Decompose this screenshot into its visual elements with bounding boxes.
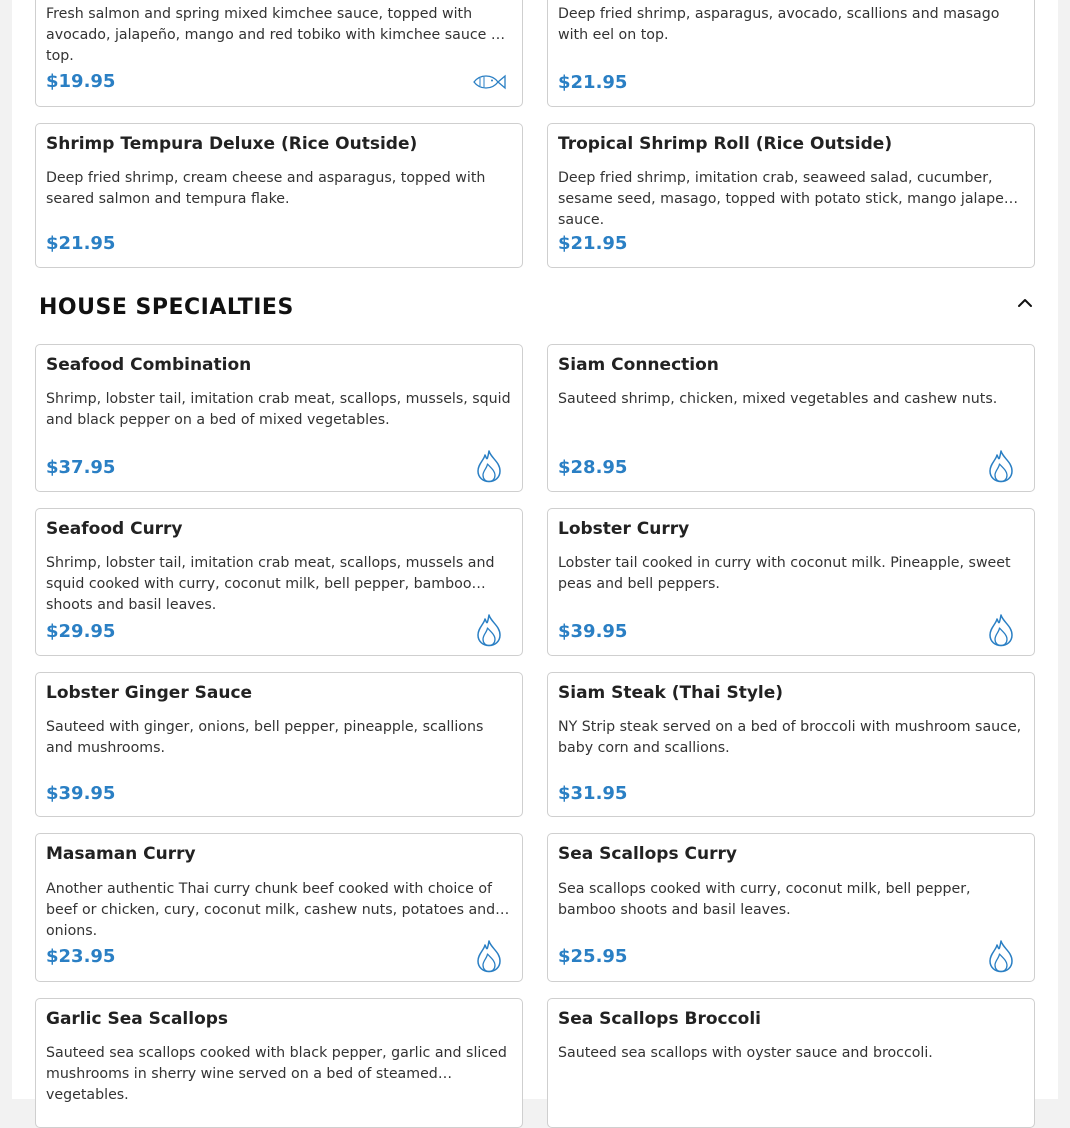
- item-price: $29.95: [46, 621, 116, 642]
- item-name: Lobster Ginger Sauce: [46, 683, 253, 703]
- item-price: $31.95: [558, 783, 628, 804]
- menu-item-card[interactable]: [35, 344, 523, 492]
- item-description: Deep fried shrimp, imitation crab, seaweed salad, cucumber, sesame seed, masago, topped with potato stick, mango jalapeño sauce.: [558, 170, 1022, 228]
- item-name: Shrimp Tempura Deluxe (Rice Outside): [46, 134, 418, 154]
- spicy-flame-icon: [472, 449, 506, 483]
- menu-item-card[interactable]: [35, 998, 523, 1128]
- item-description: Shrimp, lobster tail, imitation crab meat, scallops, mussels, squid and black pepper on a bed of mixed vegetables.: [46, 391, 511, 428]
- menu-item-card[interactable]: [547, 508, 1035, 656]
- spicy-flame-icon: [984, 449, 1018, 483]
- menu-item-card[interactable]: [35, 0, 523, 107]
- item-description: Sauteed sea scallops with oyster sauce and broccoli.: [558, 1045, 933, 1061]
- item-description: Sauteed with ginger, onions, bell pepper, pineapple, scallions and mushrooms.: [46, 719, 484, 756]
- item-name: Masaman Curry: [46, 844, 196, 864]
- item-description: Sauteed sea scallops cooked with black pepper, garlic and sliced mushrooms in sherry wine served on a bed of steamed vegetables.: [46, 1045, 507, 1103]
- section-title: HOUSE SPECIALTIES: [39, 295, 294, 320]
- item-name: Garlic Sea Scallops: [46, 1009, 229, 1029]
- item-price: $25.95: [558, 946, 628, 967]
- item-price: $23.95: [46, 946, 116, 967]
- item-name: Tropical Shrimp Roll (Rice Outside): [558, 134, 893, 154]
- item-name: Sea Scallops Broccoli: [558, 1009, 762, 1029]
- menu-item-card[interactable]: [35, 123, 523, 268]
- menu-item-card[interactable]: [547, 998, 1035, 1128]
- item-name: Siam Connection: [558, 355, 719, 375]
- menu-item-card[interactable]: [35, 672, 523, 817]
- menu-item-card[interactable]: [35, 833, 523, 982]
- chevron-up-icon[interactable]: [1014, 292, 1036, 314]
- menu-item-card[interactable]: [547, 672, 1035, 817]
- item-name: Lobster Curry: [558, 519, 690, 539]
- item-description: Shrimp, lobster tail, imitation crab meat, scallops, mussels and squid cooked with curry, coconut milk, bell pepper, bamboo shoots and basil leaves.: [46, 555, 495, 613]
- item-price: $19.95: [46, 71, 116, 92]
- item-name: Sea Scallops Curry: [558, 844, 737, 864]
- menu-item-card[interactable]: [547, 0, 1035, 107]
- item-name: Seafood Combination: [46, 355, 252, 375]
- item-price: $37.95: [46, 457, 116, 478]
- menu-item-card[interactable]: [547, 123, 1035, 268]
- item-description: Another authentic Thai curry chunk beef cooked with choice of beef or chicken, cury, coconut milk, cashew nuts, potatoes and onions.: [46, 881, 496, 939]
- item-price: $21.95: [46, 233, 116, 254]
- spicy-flame-icon: [984, 939, 1018, 973]
- item-description: Deep fried shrimp, cream cheese and asparagus, topped with seared salmon and tempura flake.: [46, 170, 486, 207]
- item-price: $21.95: [558, 72, 628, 93]
- item-name: Siam Steak (Thai Style): [558, 683, 784, 703]
- menu-item-card[interactable]: [547, 833, 1035, 982]
- item-description: Lobster tail cooked in curry with coconut milk. Pineapple, sweet peas and bell peppers.: [558, 555, 1011, 592]
- item-description: Sauteed shrimp, chicken, mixed vegetables and cashew nuts.: [558, 391, 998, 407]
- item-price: $28.95: [558, 457, 628, 478]
- spicy-flame-icon: [472, 939, 506, 973]
- item-description: Fresh salmon and spring mixed kimchee sauce, topped with avocado, jalapeño, mango and red tobiko with kimchee sauce on top.: [46, 6, 509, 64]
- menu-item-card[interactable]: [35, 508, 523, 656]
- spicy-flame-icon: [472, 613, 506, 647]
- item-price: $39.95: [46, 783, 116, 804]
- spicy-flame-icon: [984, 613, 1018, 647]
- item-description: Sea scallops cooked with curry, coconut milk, bell pepper, bamboo shoots and basil leaves.: [558, 881, 971, 918]
- item-name: Seafood Curry: [46, 519, 183, 539]
- fish-icon: [472, 65, 506, 99]
- item-price: $21.95: [558, 233, 628, 254]
- item-price: $39.95: [558, 621, 628, 642]
- item-description: Deep fried shrimp, asparagus, avocado, scallions and masago with eel on top.: [558, 6, 1000, 43]
- menu-item-card[interactable]: [547, 344, 1035, 492]
- item-description: NY Strip steak served on a bed of broccoli with mushroom sauce, baby corn and scallions.: [558, 719, 1022, 756]
